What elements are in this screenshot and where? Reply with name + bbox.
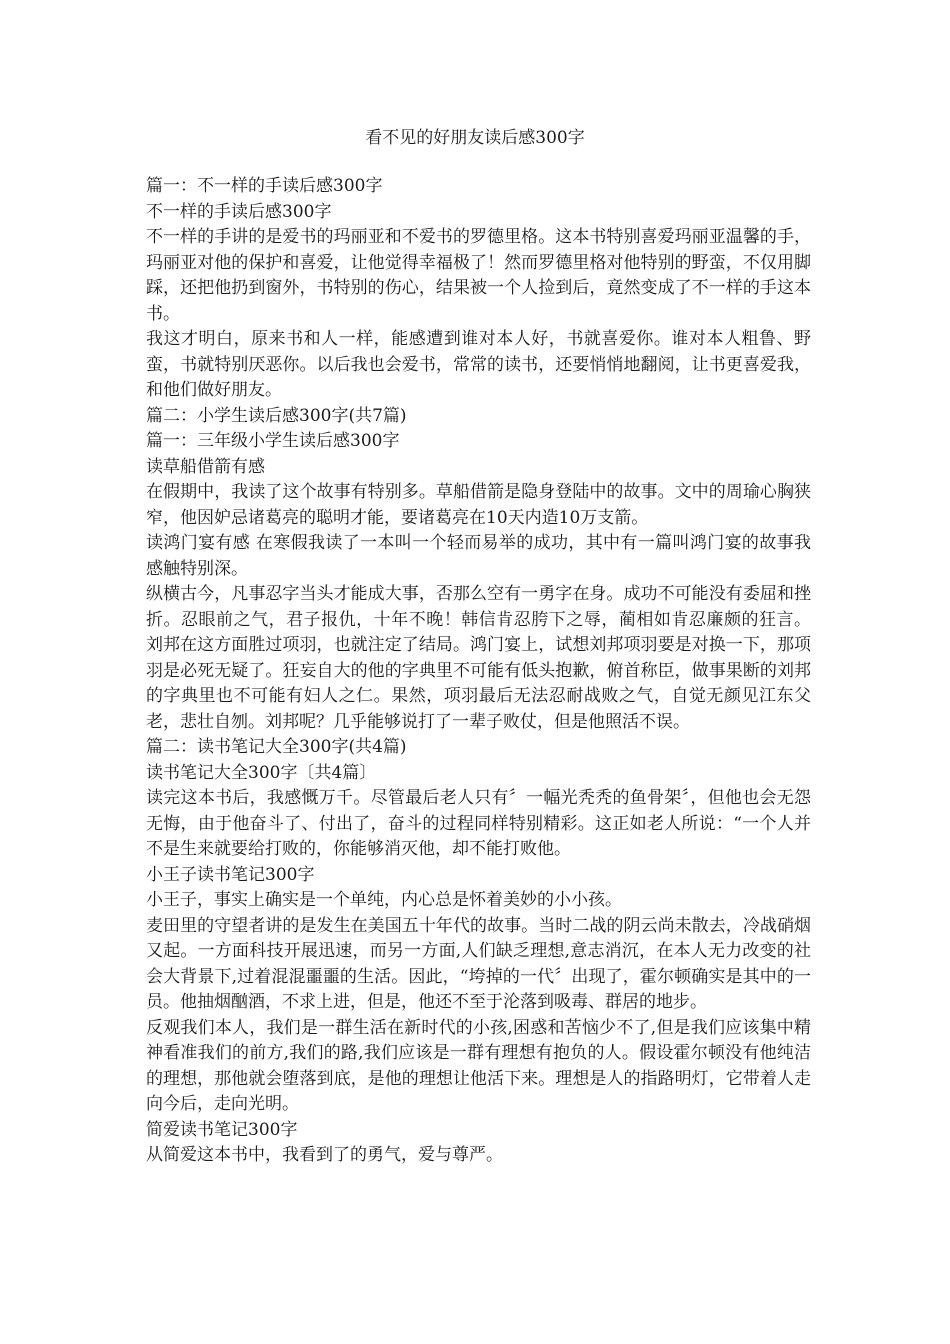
document-body (146, 174, 811, 1169)
subheading: 读草船借箭有感 (146, 456, 265, 477)
paragraph: 反观我们本人，我们是一群生活在新时代的小孩,困惑和苦恼少不了,但是我们应该集中精神看准我们的前方,我们的路,我们应该是一群有理想有抱负的人。假设霍尔顿没有他纯洁的理想，那他就会堕落到底，是他的理想让他活下来。理想是人的指路明灯，它带着人走向今后，走向光明。 (146, 1017, 811, 1114)
paragraph: 读完这本书后，我感慨万千。尽管最后老人只有〞一幅光秃秃的鱼骨架〞，但他也会无怨无悔，由于他奋斗了、付出了，奋斗的过程同样特别精彩。这正如老人所说：“一个人并不是生来就要给打败的，你能够消灭他，却不能打败他。 (146, 788, 811, 859)
subheading: 篇一：三年级小学生读后感300字 (146, 431, 400, 451)
subheading: 小王子读书笔记300字 (146, 864, 315, 885)
paragraph: 小王子，事实上确实是一个单纯，内心总是怀着美妙的小小孩。 (146, 890, 622, 910)
section-heading: 篇一：不一样的手读后感300字 (146, 176, 383, 196)
page-title: 看不见的好朋友读后感300字 (365, 128, 585, 148)
subheading: 不一样的手读后感300字 (146, 201, 332, 222)
paragraph: 纵横古今，凡事忍字当头才能成大事，否那么空有一勇字在身。成功不可能没有委屈和挫折。忍眼前之气，君子报仇，十年不晚！韩信肯忍胯下之辱，蔺相如肯忍廉颇的狂言。 刘邦在这方面胜过项羽，也就注定了结局。鸿门宴上，试想刘邦项羽要是对换一下，那项羽是必死无疑了。狂妄自大的他的字典里不可能有低头抱歉，俯首称臣，做事果断的刘邦的字典里也不可能有妇人之仁。果然，项羽最后无法忍耐战败之气，自觉无颜见江东父老，悲壮自刎。刘邦呢？几乎能够说打了一辈子败仗，但是他照活不误。 (146, 584, 811, 732)
section-heading: 篇二：读书笔记大全300字(共4篇) (146, 737, 407, 757)
subheading: 简爱读书笔记300字 (146, 1119, 298, 1140)
paragraph: 不一样的手讲的是爱书的玛丽亚和不爱书的罗德里格。这本书特别喜爱玛丽亚温馨的手，玛丽亚对他的保护和喜爱，让他觉得幸福极了！然而罗德里格对他特别的野蛮，不仅用脚踩，还把他扔到窗外，书特别的伤心，结果被一个人捡到后，竟然变成了不一样的手这本书。 (146, 227, 811, 324)
paragraph: 在假期中，我读了这个故事有特别多。草船借箭是隐身登陆中的故事。文中的周瑜心胸狭窄，他因妒忌诸葛亮的聪明才能，要诸葛亮在10天内造10万支箭。 (146, 482, 811, 528)
paragraph: 从简爱这本书中，我看到了的勇气，爱与尊严。 (146, 1145, 503, 1165)
paragraph: 我这才明白，原来书和人一样，能感遭到谁对本人好，书就喜爱你。谁对本人粗鲁、野蛮，书就特别厌恶你。以后我也会爱书，常常的读书，还要悄悄地翻阅，让书更喜爱我，和他们做好朋友。 (146, 329, 811, 400)
paragraph: 麦田里的守望者讲的是发生在美国五十年代的故事。当时二战的阴云尚未散去，冷战硝烟又起。一方面科技开展迅速，而另一方面,人们缺乏理想,意志消沉，在本人无力改变的社会大背景下,过着混混噩噩的生活。因此，“垮掉的一代〞出现了，霍尔顿确实是其中的一员。他抽烟酗酒，不求上进，但是，他还不至于沦落到吸毒、群居的地步。 (146, 915, 811, 1012)
section-heading: 篇二：小学生读后感300字(共7篇) (146, 405, 407, 426)
paragraph: 读鸿门宴有感 在寒假我读了一本叫一个轻而易举的成功，其中有一篇叫鸿门宴的故事我感触特别深。 (146, 533, 811, 579)
subheading: 读书笔记大全300字〔共4篇〕 (146, 762, 377, 783)
